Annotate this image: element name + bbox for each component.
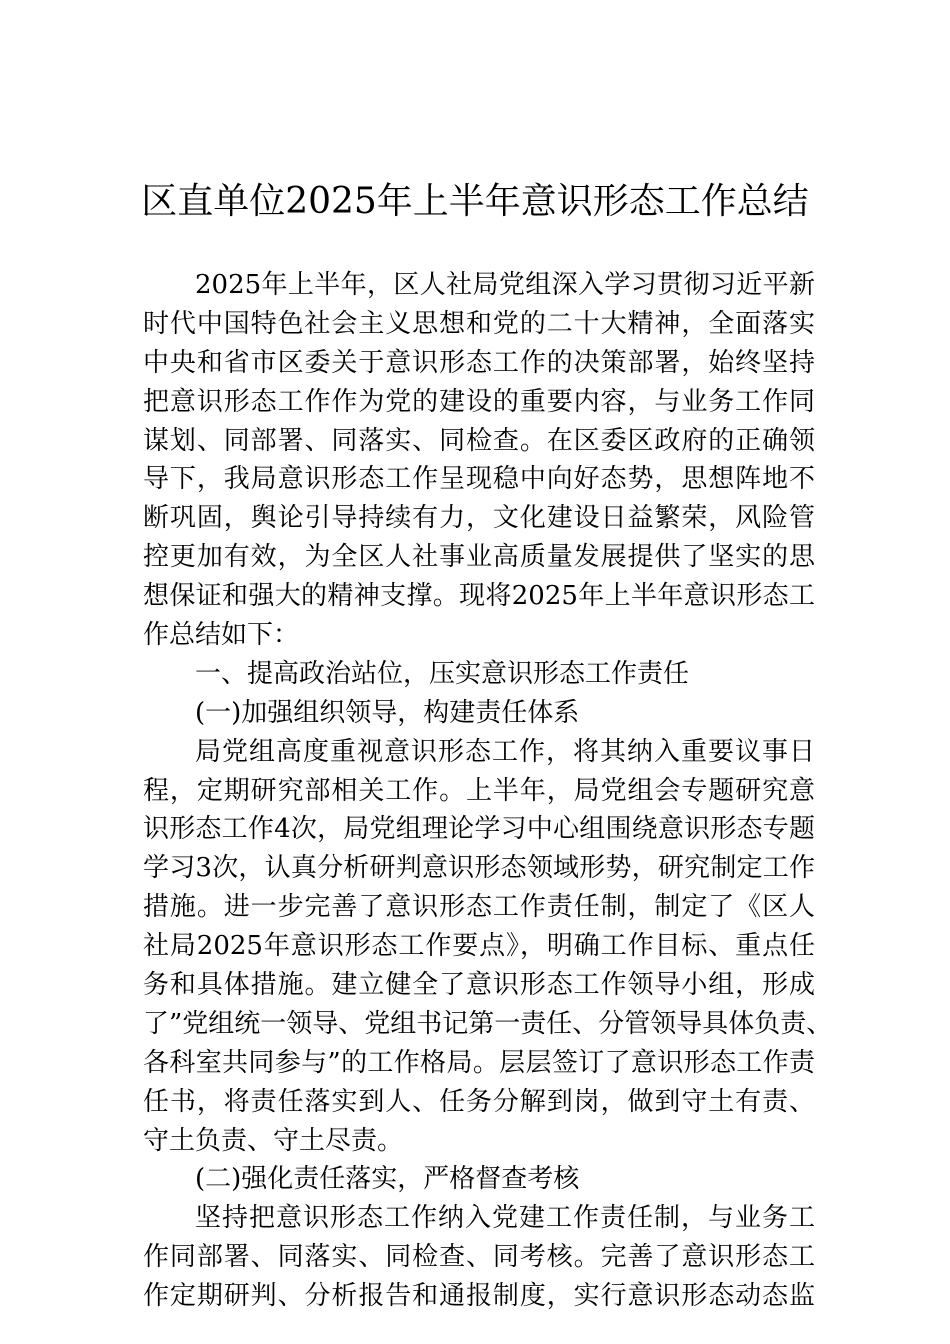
paragraph-line: 局党组高度重视意识形态工作，将其纳入重要议事日 xyxy=(195,736,815,767)
paragraph-line: 措施。进一步完善了意识形态工作责任制，制定了《区人 xyxy=(143,892,815,923)
paragraph-line: 控更加有效，为全区人社事业高质量发展提供了坚实的思 xyxy=(143,542,815,573)
paragraph-line: 导下，我局意识形态工作呈现稳中向好态势，思想阵地不 xyxy=(143,464,815,495)
paragraph-line: 守土负责、守土尽责。 xyxy=(143,1125,404,1156)
paragraph-line: 断巩固，舆论引导持续有力，文化建设日益繁荣，风险管 xyxy=(143,503,815,534)
paragraph-line: 作定期研判、分析报告和通报制度，实行意识形态动态监 xyxy=(143,1281,815,1312)
paragraph-line: 任书，将责任落实到人、任务分解到岗，做到守土有责、 xyxy=(143,1086,815,1117)
paragraph-line: 把意识形态工作作为党的建设的重要内容，与业务工作同 xyxy=(143,386,815,417)
paragraph-line: 谋划、同部署、同落实、同检查。在区委区政府的正确领 xyxy=(143,425,815,456)
paragraph-line: 务和具体措施。建立健全了意识形态工作领导小组，形成 xyxy=(143,970,815,1001)
paragraph-line: 作同部署、同落实、同检查、同考核。完善了意识形态工 xyxy=(143,1242,815,1273)
paragraph-line: 作总结如下： xyxy=(143,620,300,651)
document-title: 区直单位2025年上半年意识形态工作总结 xyxy=(141,181,809,222)
paragraph-line: 中央和省市区委关于意识形态工作的决策部署，始终坚持 xyxy=(143,347,815,378)
document-body xyxy=(143,266,833,1316)
section-heading: 一、提高政治站位，压实意识形态工作责任 xyxy=(195,658,690,689)
paragraph-line: 程，定期研究部相关工作。上半年，局党组会专题研究意 xyxy=(143,775,815,806)
paragraph-line: 识形态工作4次，局党组理论学习中心组围绕意识形态专题 xyxy=(143,814,815,845)
paragraph-line: 了”党组统一领导、党组书记第一责任、分管领导具体负责、 xyxy=(143,1008,833,1039)
paragraph-line: 坚持把意识形态工作纳入党建工作责任制，与业务工 xyxy=(195,1203,815,1234)
subsection-heading: (二)强化责任落实，严格督查考核 xyxy=(195,1164,580,1195)
subsection-heading: (一)加强组织领导，构建责任体系 xyxy=(195,697,580,728)
paragraph-line: 想保证和强大的精神支撑。现将2025年上半年意识形态工 xyxy=(143,581,815,612)
paragraph-line: 学习3次，认真分析研判意识形态领域形势，研究制定工作 xyxy=(143,853,815,884)
paragraph-line: 时代中国特色社会主义思想和党的二十大精神，全面落实 xyxy=(143,308,815,339)
paragraph-line: 各科室共同参与”的工作格局。层层签订了意识形态工作责 xyxy=(143,1047,815,1078)
paragraph-line: 社局2025年意识形态工作要点》，明确工作目标、重点任 xyxy=(143,931,815,962)
paragraph-line: 2025年上半年，区人社局党组深入学习贯彻习近平新 xyxy=(195,270,815,300)
